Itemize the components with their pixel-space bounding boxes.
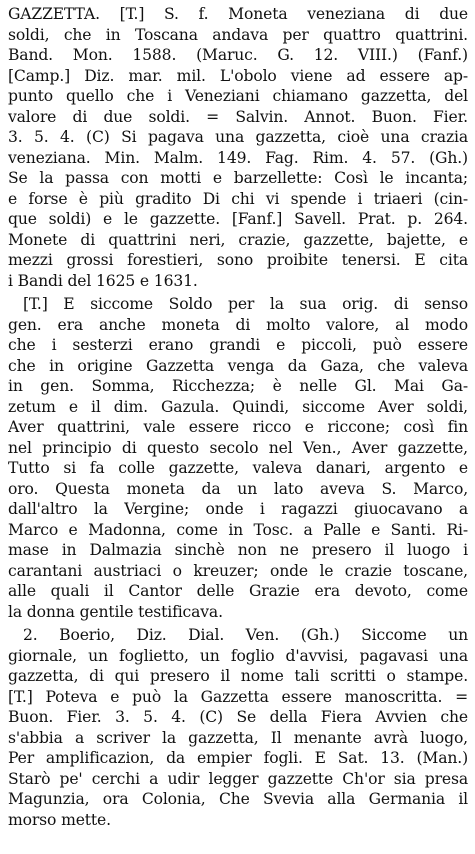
text-line: e forse è più gradito Di chi vi spende i triaeri (cin- — [8, 189, 468, 208]
text-line: soldi, che in Toscana andava per quattro quattrini. — [8, 25, 468, 44]
text-line: gazzetta, di qui presero il nome tali scritti o stampe. — [8, 667, 468, 685]
text-line: gen. era anche moneta di molto valore, al modo — [8, 315, 468, 334]
text-line: i Bandi del 1625 e 1631. — [8, 271, 198, 290]
text-line: veneziana. Min. Malm. 149. Fag. Rim. 4. 57. (Gh.) — [8, 148, 468, 167]
text-line: [T.] Poteva e può la Gazzetta essere manoscritta. = — [8, 687, 468, 706]
text-line: Se la passa con motti e barzellette: Così le incanta; — [8, 169, 468, 187]
entry-paragraph-1 — [8, 4, 468, 291]
text-line: GAZZETTA. [T.] S. f. Moneta veneziana di due — [8, 5, 468, 23]
text-line: [T.] E siccome Soldo per la sua orig. di senso — [23, 295, 468, 313]
text-line: [Camp.] Diz. mar. mil. L'obolo viene ad essere ap- — [8, 66, 468, 85]
text-line: Tutto si fa colle gazzette, valeva danari, argento e — [8, 459, 468, 477]
entry-paragraph-2 — [8, 294, 468, 622]
text-line: oro. Questa moneta da un lato aveva S. Marco, — [8, 479, 468, 498]
text-line: 3. 5. 4. (C) Si pagava una gazzetta, cioè una crazia — [8, 128, 468, 146]
text-line: nel principio di questo secolo nel Ven., Aver gazzette, — [8, 438, 468, 457]
entry-paragraph-3 — [8, 625, 468, 830]
text-line: que soldi) e le gazzette. [Fanf.] Savell. Prat. p. 264. — [8, 210, 468, 228]
text-line: carantani austriaci o kreuzer; onde le crazie toscane, — [8, 561, 468, 580]
text-line: s'abbia a scriver la gazzetta, Il menante avrà luogo, — [8, 728, 468, 747]
text-line: Marco e Madonna, come in Tosc. a Palle e Santi. Ri- — [8, 520, 468, 539]
text-line: Monete di quattrini neri, crazie, gazzette, bajette, e — [8, 230, 468, 249]
text-line: Aver quattrini, vale essere ricco e riccone; così fin — [8, 418, 468, 436]
text-line: che in origine Gazzetta venga da Gaza, che valeva — [8, 356, 468, 375]
text-line: Magunzia, ora Colonia, Che Svevia alla Germania il — [8, 790, 468, 808]
text-line: Starò pe' cerchi a udir legger gazzette Ch'or sia presa — [8, 769, 468, 788]
text-line: Band. Mon. 1588. (Maruc. G. 12. VIII.) (Fanf.) — [8, 46, 468, 64]
text-line: mase in Dalmazia sinchè non ne presero il luogo i — [8, 541, 468, 559]
text-line: la donna gentile testificava. — [8, 602, 223, 621]
text-line: valore di due soldi. = Salvin. Annot. Buon. Fier. — [8, 107, 468, 126]
text-line: alle quali il Cantor delle Grazie era devoto, come — [8, 582, 468, 600]
text-line: dall'altro la Vergine; onde i ragazzi giuocavano a — [8, 500, 468, 518]
text-line: Per amplificazion, da empier fogli. E Sat. 13. (Man.) — [8, 749, 468, 767]
text-line: che i sesterzi erano grandi e piccoli, può essere — [8, 336, 468, 354]
text-line: zetum e il dim. Gazula. Quindi, siccome Aver soldi, — [8, 397, 468, 416]
text-line: Buon. Fier. 3. 5. 4. (C) Se della Fiera Avvien che — [8, 708, 468, 726]
text-line: in gen. Somma, Ricchezza; è nelle Gl. Mai Ga- — [8, 377, 468, 395]
text-line: giornale, un foglietto, un foglio d'avvisi, pagavasi una — [8, 646, 468, 665]
text-line: 2. Boerio, Diz. Dial. Ven. (Gh.) Siccome un — [23, 626, 468, 644]
text-line: punto quello che i Veneziani chiamano gazzetta, del — [8, 87, 468, 105]
text-line: mezzi grossi forestieri, sono proibite tenersi. E cita — [8, 251, 468, 269]
text-line: morso mette. — [8, 810, 111, 829]
